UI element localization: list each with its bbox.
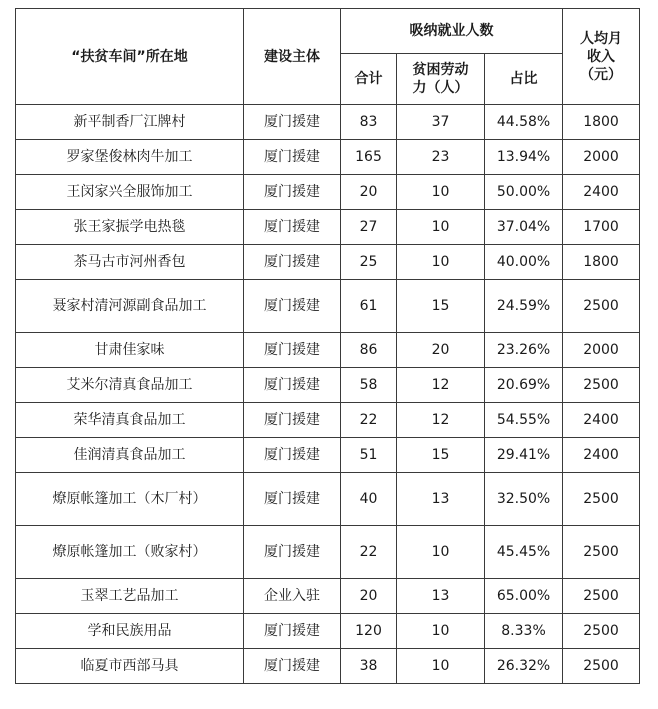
cell-ratio: 8.33% xyxy=(485,614,563,649)
cell-income: 2500 xyxy=(563,579,640,614)
cell-location: 临夏市西部马具 xyxy=(16,649,244,684)
table-row xyxy=(16,368,640,403)
cell-ratio: 40.00% xyxy=(485,245,563,280)
cell-builder: 厦门援建 xyxy=(244,368,341,403)
cell-location: 艾米尔清真食品加工 xyxy=(16,368,244,403)
cell-total: 165 xyxy=(341,140,397,175)
header-total: 合计 xyxy=(341,54,397,105)
cell-income: 1700 xyxy=(563,210,640,245)
cell-location: 燎原帐篷加工（败家村） xyxy=(16,526,244,579)
table-row xyxy=(16,333,640,368)
cell-builder: 厦门援建 xyxy=(244,438,341,473)
cell-location: 茶马古市河州香包 xyxy=(16,245,244,280)
cell-total: 40 xyxy=(341,473,397,526)
cell-ratio: 54.55% xyxy=(485,403,563,438)
cell-ratio: 45.45% xyxy=(485,526,563,579)
header-poor-labor: 贫困劳动 力（人） xyxy=(397,54,485,105)
cell-income: 2500 xyxy=(563,614,640,649)
cell-builder: 厦门援建 xyxy=(244,649,341,684)
cell-income: 2000 xyxy=(563,140,640,175)
cell-poor: 37 xyxy=(397,105,485,140)
cell-income: 2500 xyxy=(563,526,640,579)
cell-total: 38 xyxy=(341,649,397,684)
cell-income: 2400 xyxy=(563,175,640,210)
cell-builder: 厦门援建 xyxy=(244,105,341,140)
cell-total: 61 xyxy=(341,280,397,333)
cell-ratio: 65.00% xyxy=(485,579,563,614)
cell-poor: 12 xyxy=(397,368,485,403)
cell-poor: 13 xyxy=(397,579,485,614)
cell-builder: 厦门援建 xyxy=(244,473,341,526)
cell-poor: 10 xyxy=(397,614,485,649)
table-row xyxy=(16,245,640,280)
cell-poor: 10 xyxy=(397,175,485,210)
cell-total: 86 xyxy=(341,333,397,368)
cell-total: 83 xyxy=(341,105,397,140)
cell-income: 2000 xyxy=(563,333,640,368)
cell-poor: 23 xyxy=(397,140,485,175)
cell-builder: 厦门援建 xyxy=(244,210,341,245)
cell-income: 1800 xyxy=(563,105,640,140)
header-builder: 建设主体 xyxy=(244,9,341,105)
cell-poor: 10 xyxy=(397,245,485,280)
cell-builder: 厦门援建 xyxy=(244,333,341,368)
poverty-workshop-table xyxy=(15,8,640,684)
cell-total: 51 xyxy=(341,438,397,473)
cell-ratio: 50.00% xyxy=(485,175,563,210)
table-row xyxy=(16,175,640,210)
table-row xyxy=(16,614,640,649)
cell-income: 2500 xyxy=(563,368,640,403)
cell-location: 王闵家兴全服饰加工 xyxy=(16,175,244,210)
cell-ratio: 23.26% xyxy=(485,333,563,368)
table-row xyxy=(16,438,640,473)
cell-income: 2500 xyxy=(563,280,640,333)
table-row xyxy=(16,526,640,579)
cell-poor: 15 xyxy=(397,438,485,473)
table-row xyxy=(16,280,640,333)
cell-ratio: 29.41% xyxy=(485,438,563,473)
header-location: “扶贫车间”所在地 xyxy=(16,9,244,105)
cell-ratio: 24.59% xyxy=(485,280,563,333)
cell-location: 罗家堡俊林肉牛加工 xyxy=(16,140,244,175)
cell-income: 2400 xyxy=(563,438,640,473)
cell-builder: 厦门援建 xyxy=(244,526,341,579)
cell-builder: 厦门援建 xyxy=(244,140,341,175)
cell-ratio: 20.69% xyxy=(485,368,563,403)
cell-location: 玉翠工艺品加工 xyxy=(16,579,244,614)
cell-income: 1800 xyxy=(563,245,640,280)
cell-builder: 厦门援建 xyxy=(244,403,341,438)
cell-poor: 13 xyxy=(397,473,485,526)
cell-income: 2500 xyxy=(563,649,640,684)
cell-builder: 厦门援建 xyxy=(244,614,341,649)
cell-ratio: 13.94% xyxy=(485,140,563,175)
cell-ratio: 32.50% xyxy=(485,473,563,526)
cell-builder: 厦门援建 xyxy=(244,245,341,280)
cell-location: 燎原帐篷加工（木厂村） xyxy=(16,473,244,526)
cell-income: 2400 xyxy=(563,403,640,438)
table-row xyxy=(16,473,640,526)
cell-ratio: 44.58% xyxy=(485,105,563,140)
table-row xyxy=(16,210,640,245)
cell-location: 佳润清真食品加工 xyxy=(16,438,244,473)
cell-total: 22 xyxy=(341,526,397,579)
cell-total: 25 xyxy=(341,245,397,280)
cell-poor: 20 xyxy=(397,333,485,368)
table-row xyxy=(16,649,640,684)
cell-builder: 厦门援建 xyxy=(244,175,341,210)
cell-total: 120 xyxy=(341,614,397,649)
cell-poor: 12 xyxy=(397,403,485,438)
cell-poor: 10 xyxy=(397,526,485,579)
cell-ratio: 37.04% xyxy=(485,210,563,245)
cell-location: 荣华清真食品加工 xyxy=(16,403,244,438)
cell-location: 新平制香厂江牌村 xyxy=(16,105,244,140)
cell-poor: 15 xyxy=(397,280,485,333)
table-row xyxy=(16,579,640,614)
header-income: 人均月 收入 （元） xyxy=(563,9,640,105)
header-ratio: 占比 xyxy=(485,54,563,105)
cell-total: 58 xyxy=(341,368,397,403)
cell-total: 27 xyxy=(341,210,397,245)
cell-total: 22 xyxy=(341,403,397,438)
cell-builder: 厦门援建 xyxy=(244,280,341,333)
table-row xyxy=(16,140,640,175)
header-employment-group: 吸纳就业人数 xyxy=(341,9,563,54)
table-row xyxy=(16,403,640,438)
cell-location: 张王家振学电热毯 xyxy=(16,210,244,245)
cell-total: 20 xyxy=(341,579,397,614)
cell-poor: 10 xyxy=(397,649,485,684)
cell-location: 学和民族用品 xyxy=(16,614,244,649)
cell-location: 甘肃佳家味 xyxy=(16,333,244,368)
cell-ratio: 26.32% xyxy=(485,649,563,684)
cell-poor: 10 xyxy=(397,210,485,245)
cell-location: 聂家村清河源副食品加工 xyxy=(16,280,244,333)
cell-builder: 企业入驻 xyxy=(244,579,341,614)
cell-total: 20 xyxy=(341,175,397,210)
cell-income: 2500 xyxy=(563,473,640,526)
table-row xyxy=(16,105,640,140)
